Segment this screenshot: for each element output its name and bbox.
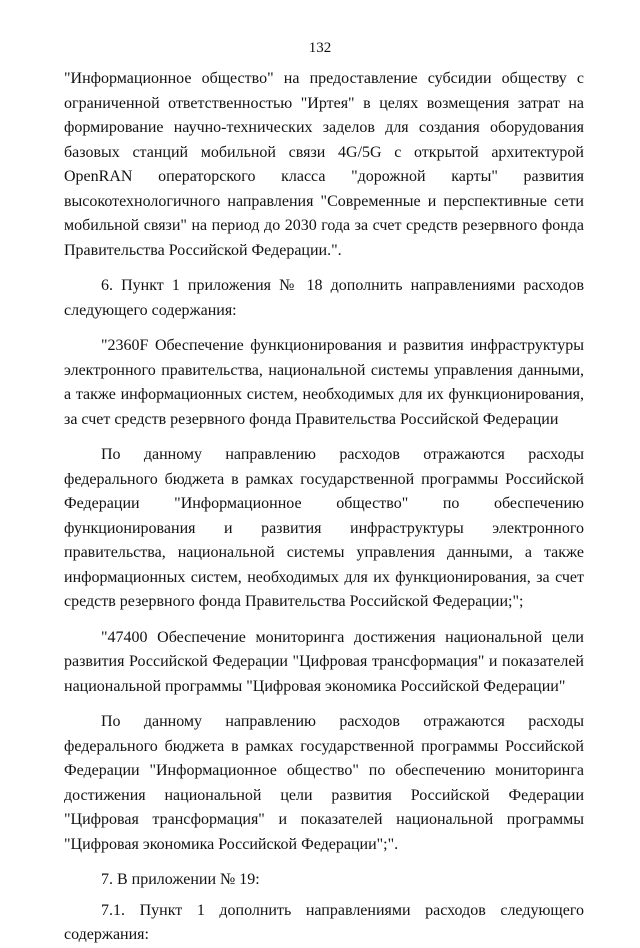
document-body (64, 67, 584, 948)
paragraph-expense-47400: "47400 Обеспечение мониторинга достижения национальной цели развития Российской Федерации "Цифровая трансформация" и показателей национальной программы "Цифровая экономика Российской Федерации" (64, 628, 584, 695)
paragraph-expense-2360f-description: По данному направлению расходов отражаются расходы федерального бюджета в рамках государственной программы Российской Федерации "Информационное общество" по обеспечению функционирования и развития инфраструктуры электронного правительства, национальной системы управления данными, а также информационных систем, необходимых для их функционирования, за счет средств резервного фонда Правительства Российской Федерации;"; (64, 446, 584, 610)
paragraph-expense-47400-description: По данному направлению расходов отражаются расходы федерального бюджета в рамках государственной программы Российской Федерации "Информационное общество" по обеспечению мониторинга достижения национальной цели развития Российской Федерации "Цифровая трансформация" и показателей национальной программы "Цифровая экономика Российской Федерации";". (64, 713, 584, 853)
paragraph-item-7-1: 7.1. Пункт 1 дополнить направлениями расходов следующего содержания: (64, 901, 584, 943)
paragraph-expense-2360f: "2360F Обеспечение функционирования и развития инфраструктуры электронного правительства, национальной системы управления данными, а также информационных систем, необходимых для их функционирования, за счет средств резервного фонда Правительства Российской Федерации (64, 337, 584, 428)
paragraph-subsidy-continuation: "Информационное общество" на предоставление субсидии обществу с ограниченной ответственностью "Иртея" в целях возмещения затрат на формирование научно-технических заделов для создания оборудования базовых станций мобильной связи 4G/5G с открытой архитектурой OpenRAN операторского класса "дорожной карты" развития высокотехнологичного направления "Современные и перспективные сети мобильной связи" на период до 2030 года за счет средств резервного фонда Правительства Российской Федерации.". (64, 70, 584, 259)
paragraph-item-6: 6. Пункт 1 приложения № 18 дополнить направлениями расходов следующего содержания: (64, 277, 584, 319)
paragraph-item-7: 7. В приложении № 19: (101, 871, 260, 888)
page-number: 132 (308, 40, 332, 56)
